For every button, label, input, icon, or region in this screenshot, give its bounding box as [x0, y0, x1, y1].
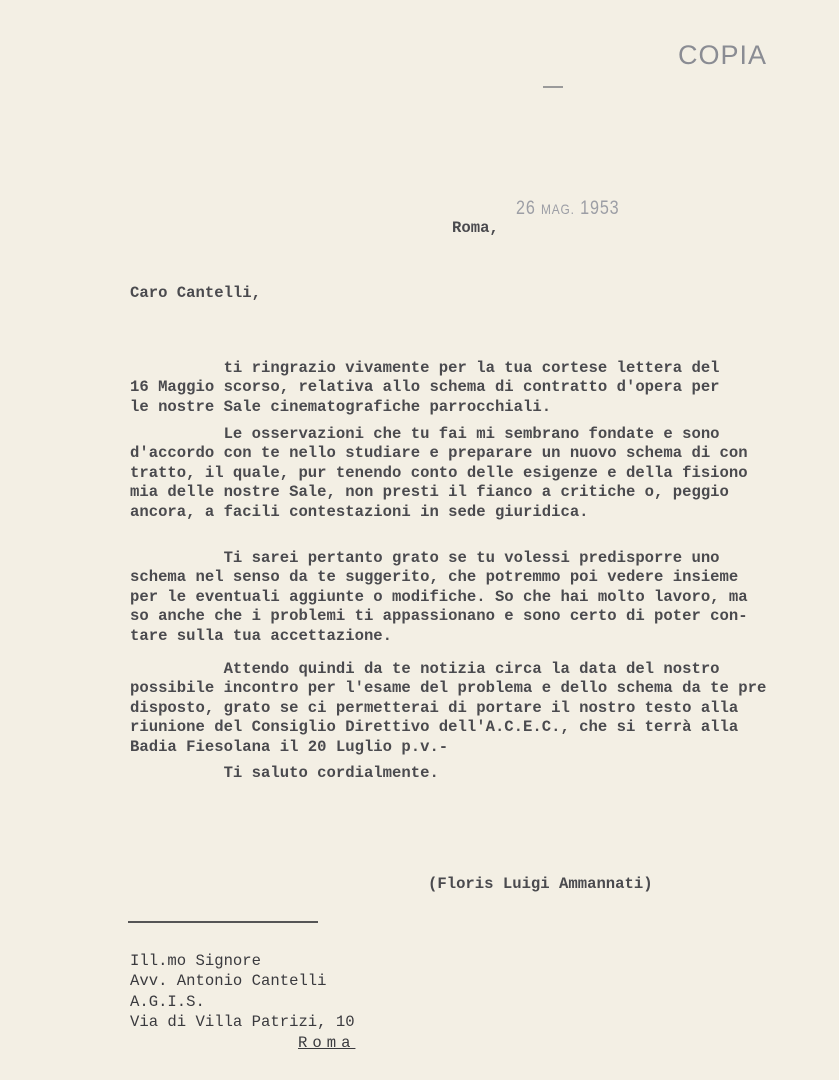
divider-mark — [543, 86, 563, 88]
text-line: Ti sarei pertanto grato se tu volessi predisporre uno — [130, 548, 720, 567]
text-line: ancora, a facili contestazioni in sede giuridica. — [130, 502, 589, 521]
text-line: mia delle nostre Sale, non presti il fianco a critiche o, peggio — [130, 483, 729, 502]
place: Roma, — [452, 219, 499, 237]
text-line: per le eventuali aggiunte o modifiche. So che hai molto lavoro, ma — [130, 587, 748, 606]
signature: (Floris Luigi Ammannati) — [428, 875, 653, 893]
paragraph-2 — [130, 405, 748, 542]
salutation: Caro Cantelli, — [130, 284, 262, 302]
text-line: riunione del Consiglio Direttivo dell'A.C.E.C., che si terrà alla — [130, 718, 739, 737]
text-line: le nostre Sale cinematografiche parrocchiali. — [130, 397, 552, 416]
separator-line — [128, 921, 318, 923]
text-line: tratto, il quale, pur tenendo conto delle esigenze e della fisiono — [130, 463, 748, 482]
stamp-month: MAG. — [541, 201, 575, 217]
text-line: so anche che i problemi ti appassionano e sono certo di poter con- — [130, 607, 748, 626]
text-line: disposto, grato se ci permetterai di portare il nostro testo alla — [130, 698, 739, 717]
address-line: Via di Villa Patrizi, 10 — [130, 1013, 355, 1031]
address-line: Avv. Antonio Cantelli — [130, 972, 327, 990]
text-line: 16 Maggio scorso, relativa allo schema di contratto d'opera per — [130, 378, 720, 397]
address-line: Ill.mo Signore — [130, 951, 262, 970]
address-city: Roma — [298, 1033, 356, 1052]
paragraph-4 — [130, 640, 766, 777]
stamp-day: 26 — [516, 198, 536, 219]
text-line: d'accordo con te nello studiare e preparare un nuovo schema di con — [130, 444, 748, 463]
copy-mark: COPIA — [678, 40, 768, 70]
text-line: Le osservazioni che tu fai mi sembrano fondate e sono — [130, 424, 720, 443]
stamp-year: 1953 — [580, 198, 620, 219]
closing: Ti saluto cordialmente. — [130, 764, 439, 782]
text-line: Badia Fiesolana il 20 Luglio p.v.- — [130, 737, 449, 756]
text-line: possibile incontro per l'esame del problema e dello schema da te pre — [130, 679, 767, 698]
date-stamp — [516, 198, 620, 220]
text-line: tare sulla tua accettazione. — [130, 626, 393, 645]
text-line: schema nel senso da te suggerito, che potremmo poi vedere insieme — [130, 568, 739, 587]
address-line: A.G.I.S. — [130, 992, 205, 1011]
text-line: Attendo quindi da te notizia circa la data del nostro — [130, 659, 720, 678]
text-line: ti ringrazio vivamente per la tua cortese lettera del — [130, 358, 720, 377]
recipient-address — [130, 930, 355, 1074]
